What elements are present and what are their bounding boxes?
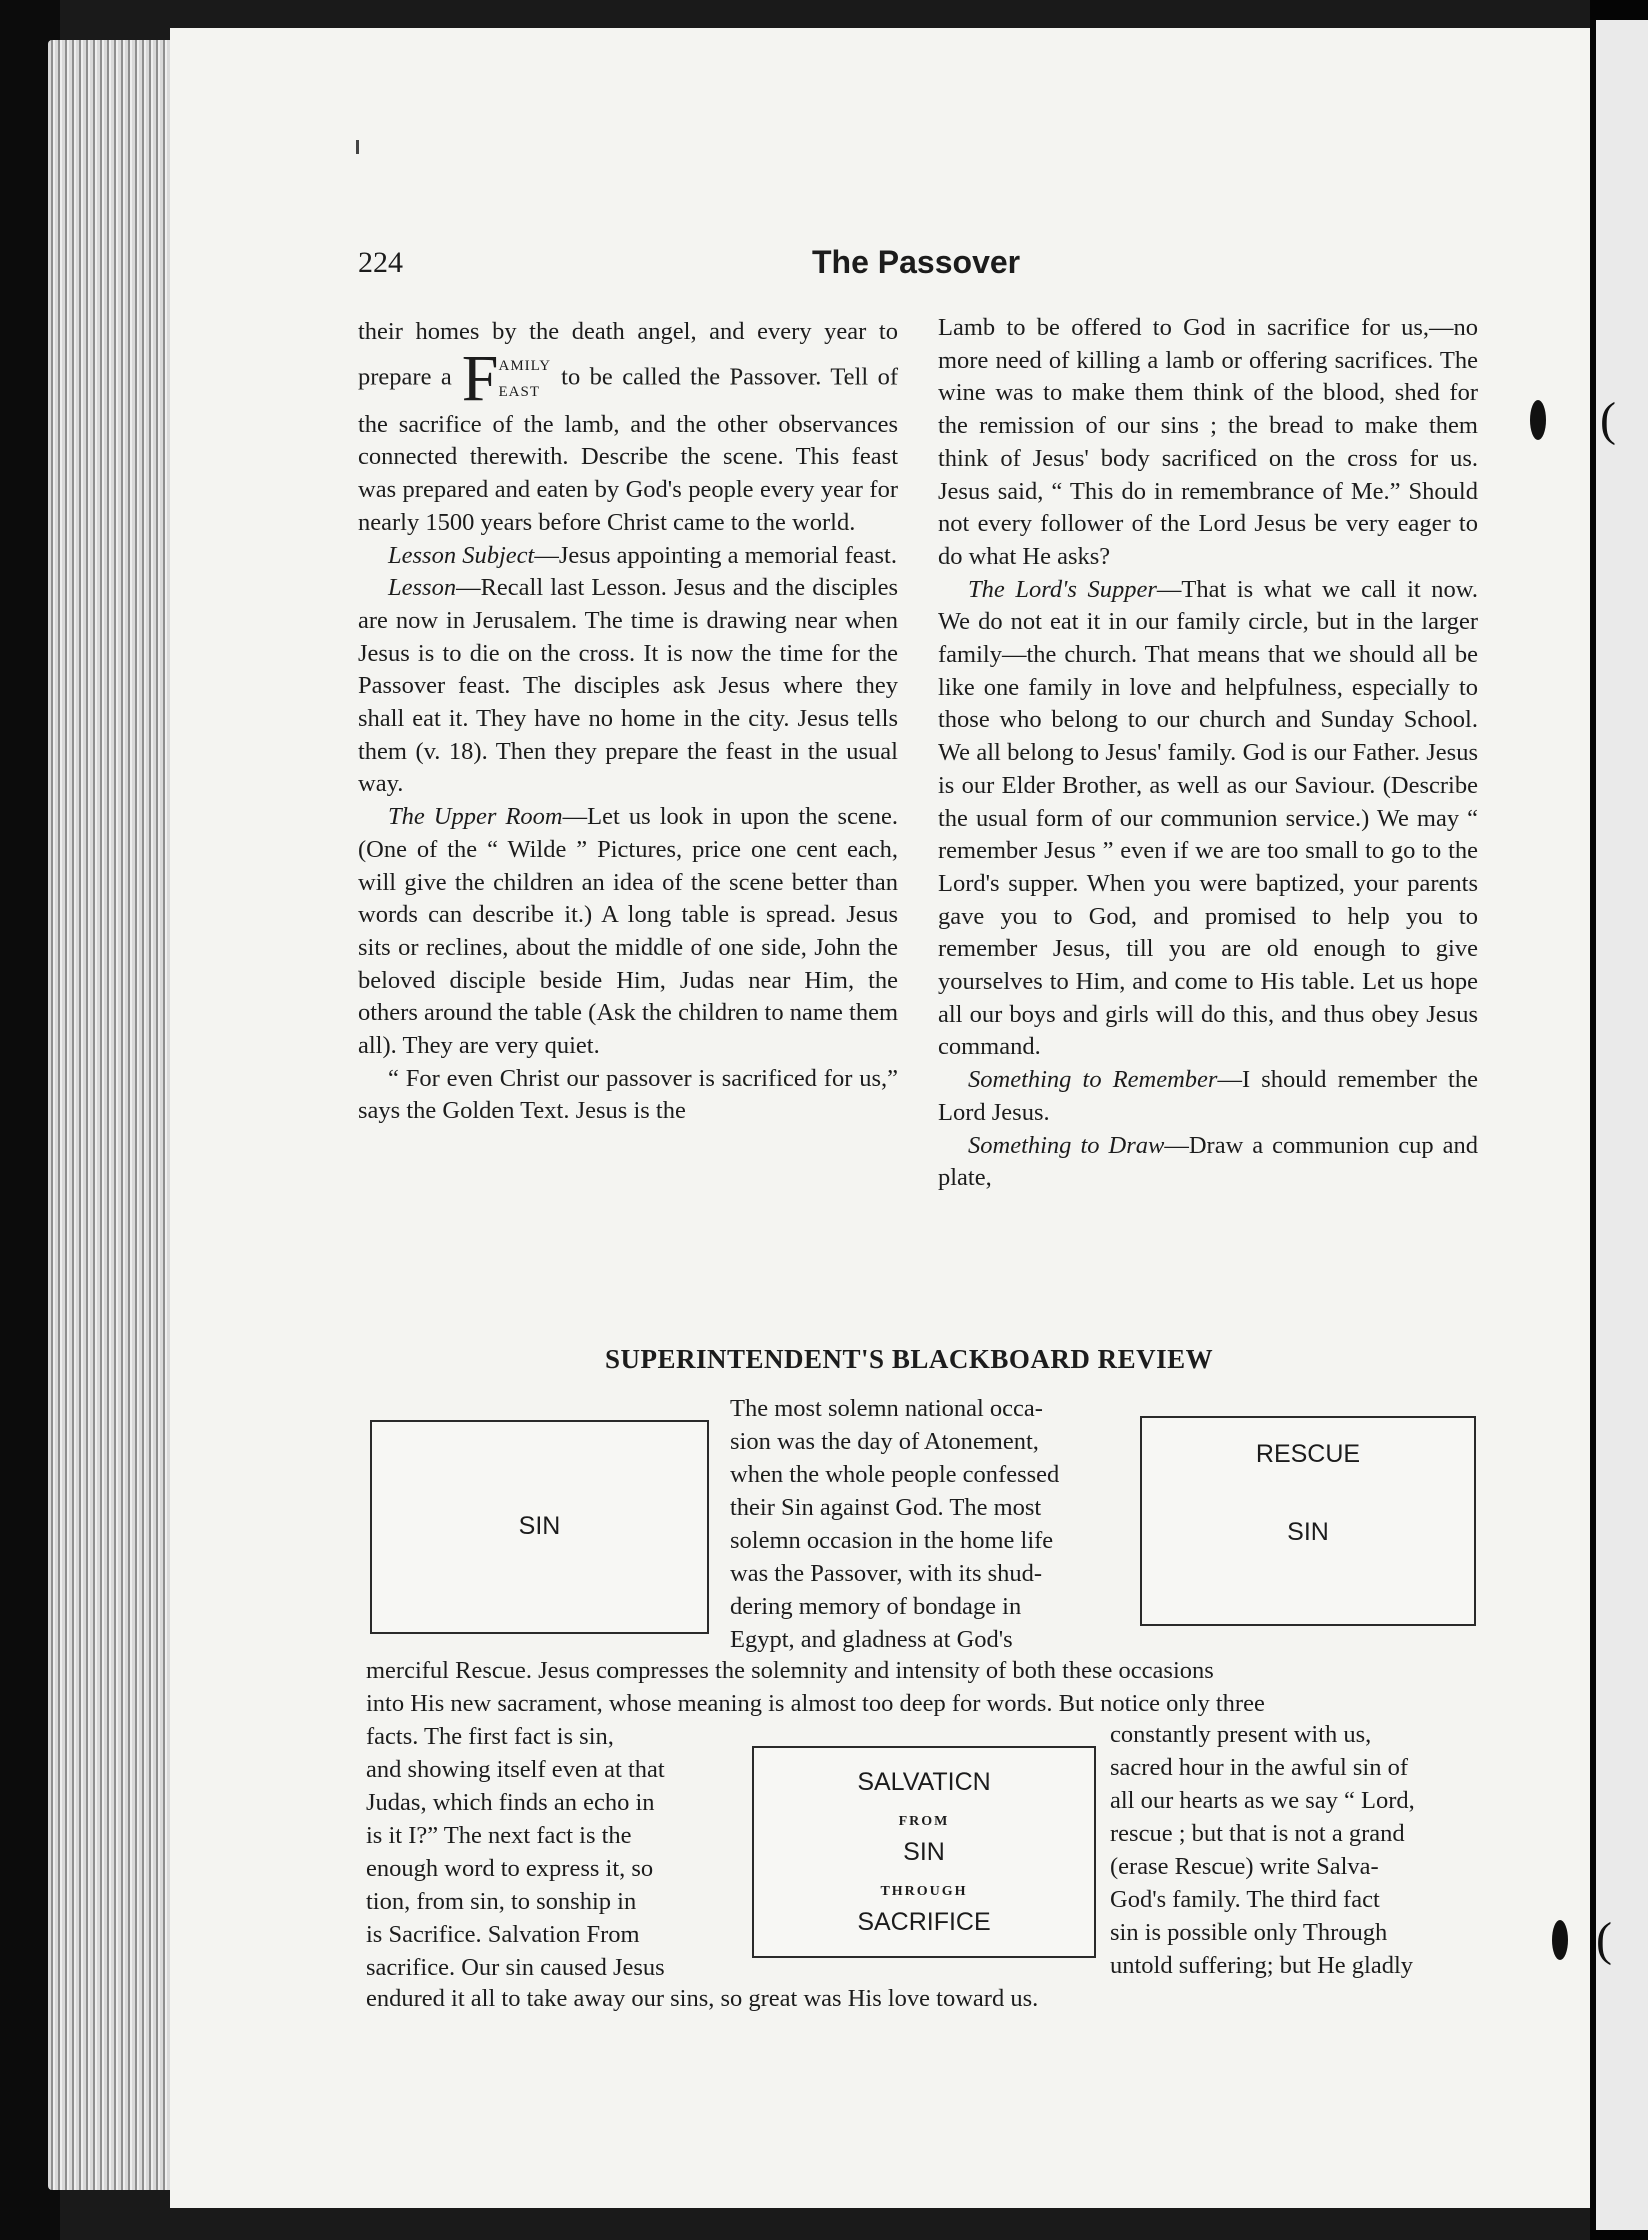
line: Egypt, and gladness at God's (730, 1626, 1013, 1653)
text: Lamb to be offered to God in sacrifice for us,—no more need of killing a lamb or offering sacrifices. The wine was to make them think of the blood, shed for the remission of our sins ; the bread to make them think of Jesus' body sacrificed on the cross for us. Jesus said, “ This do in remembrance of Me.” Should not every follower of the Lord Jesus be very eager to do what He asks? (938, 314, 1478, 570)
board-small-word: FROM (898, 1814, 950, 1829)
line: sacred hour in the awful sin of (1110, 1754, 1408, 1781)
line: solemn occasion in the home life (730, 1527, 1054, 1554)
page-edges (48, 40, 178, 2190)
line: sacrifice. Our sin caused Jesus (366, 1954, 665, 1981)
line: facts. The first fact is sin, (366, 1723, 614, 1750)
line: sin is possible only Through (1110, 1919, 1388, 1946)
line: into His new sacrament, whose meaning is almost too deep for words. But notice only three (366, 1690, 1265, 1717)
board-box-rescue (1140, 1416, 1476, 1626)
text: —That is what we call it now. We do not eat it in our family circle, but in the larger family—the church. That means that we should all be like one family in love and helpfulness, especially to those who belong to our church and Sunday School. We all belong to Jesus' family. God is our Father. Jesus is our Elder Brother, as well as our Saviour. (Describe the usual form of our communion service.) We may “ remember Jesus ” even if we are too small to go to the Lord's supper. When you were baptized, your parents gave you to God, and promised to help you to remember Jesus, till you are old enough to give yourselves to Him, and come to His table. Let us hope all our boys and girls will do this, and thus obey Jesus command. (938, 575, 1478, 1061)
dropcap-initial: F (461, 341, 499, 415)
board-small-word: THROUGH (880, 1884, 968, 1899)
paragraph (358, 316, 898, 540)
line: endured it all to take away our sins, so great was His love toward us. (366, 1985, 1039, 2012)
label: The Lord's Supper (968, 575, 1157, 603)
punch-hole-icon (1552, 1920, 1568, 1960)
line: enough word to express it, so (366, 1855, 654, 1882)
board-middle-text (730, 1392, 1059, 1656)
line: their Sin against God. The most (730, 1494, 1042, 1521)
board-last-line (366, 1982, 1038, 2015)
line: all our hearts as we say “ Lord, (1110, 1787, 1415, 1814)
paragraph (938, 1130, 1478, 1195)
paragraph (358, 1063, 898, 1128)
label: Something to Draw (968, 1131, 1165, 1159)
line: The most solemn national occa- (730, 1395, 1043, 1422)
punch-hole-icon: ( (1600, 393, 1616, 446)
line: merciful Rescue. Jesus compresses the solemnity and intensity of both these occasions (366, 1657, 1214, 1684)
text: to be called the Passover. Tell of the sacrifice of the lamb, and the other observances connected therewith. Describe the scene. This feast was prepared and eaten by God's people every year for nearly 1500 years before Christ came to the world. (358, 363, 898, 536)
paragraph (358, 540, 898, 573)
running-title: The Passover (812, 244, 1021, 280)
board-word: SALVATICN (857, 1768, 991, 1796)
paragraph (358, 801, 898, 1063)
punch-hole-icon: ( (1596, 1913, 1612, 1966)
text: —I should remember the Lord Jesus. (938, 1066, 1478, 1126)
line: dering memory of bondage in (730, 1593, 1022, 1620)
paragraph (938, 574, 1478, 1065)
line: and showing itself even at that (366, 1756, 665, 1783)
label: The Upper Room (388, 803, 563, 831)
paragraph (358, 572, 898, 801)
left-column (358, 316, 898, 1128)
dropcap-bottom: EAST (498, 383, 540, 400)
dropcap-stack (498, 353, 551, 405)
line: was the Passover, with its shud- (730, 1560, 1043, 1587)
punch-hole-icon (1530, 400, 1546, 440)
label: Lesson Subject (388, 541, 535, 569)
facing-page (1596, 20, 1648, 2230)
line: constantly present with us, (1110, 1721, 1372, 1748)
board-word: SIN (903, 1838, 945, 1866)
dropcap-top: AMILY (498, 357, 552, 374)
line: untold suffering; but He gladly (1110, 1952, 1414, 1979)
board-word: SIN (1287, 1518, 1329, 1546)
label: Lesson (388, 574, 457, 602)
line: is it I?” The next fact is the (366, 1822, 632, 1849)
paragraph (938, 312, 1478, 574)
speck (356, 140, 359, 154)
board-word: SACRIFICE (857, 1908, 991, 1936)
line: God's family. The third fact (1110, 1886, 1380, 1913)
board-left-text (366, 1720, 665, 1984)
paragraph (938, 1064, 1478, 1129)
board-right-text (1110, 1718, 1415, 1982)
line: (erase Rescue) write Salva- (1110, 1853, 1379, 1880)
line: when the whole people confessed (730, 1461, 1060, 1488)
text: —Jesus appointing a memorial feast. (534, 541, 897, 569)
text: —Recall last Lesson. Jesus and the disciples are now in Jerusalem. The time is drawing near when Jesus is to die on the cross. It is now the time for the Passover feast. The disciples ask Jesus where they shall eat it. They have no home in the city. Jesus tells them (v. 18). Then they prepare the feast in the usual way. (358, 574, 898, 798)
board-word: RESCUE (1255, 1440, 1361, 1468)
line: Judas, which finds an echo in (366, 1789, 655, 1816)
line: tion, from sin, to sonship in (366, 1888, 637, 1915)
board-box-sin (370, 1420, 709, 1634)
board-full-text (366, 1654, 1265, 1720)
line: rescue ; but that is not a grand (1110, 1820, 1405, 1847)
dropcap (461, 341, 552, 415)
blackboard-title: SUPERINTENDENT'S BLACKBOARD REVIEW (605, 1344, 1214, 1374)
text: —Draw a communion cup and plate, (938, 1131, 1478, 1192)
text: —Let us look in upon the scene. (One of the “ Wilde ” Pictures, price one cent each, will give the children an idea of the scene better than words can describe it.) A long table is spread. Jesus sits or reclines, about the middle of one side, John the beloved disciple beside Him, Judas near Him, the others around the table (Ask the children to name them all). They are very quiet. (358, 803, 899, 1060)
line: is Sacrifice. Salvation From (366, 1921, 640, 1948)
label: Something to Remember (968, 1066, 1218, 1094)
right-column (938, 312, 1478, 1195)
board-box-salvation (752, 1746, 1096, 1958)
text: “ For even Christ our passover is sacrificed for us,” says the Golden Text. Jesus is the (358, 1064, 898, 1125)
text: their homes by the death angel, and every year to prepare a (358, 318, 898, 391)
line: sion was the day of Atonement, (730, 1428, 1039, 1455)
board-word: SIN (518, 1512, 561, 1540)
page-number: 224 (358, 246, 403, 279)
